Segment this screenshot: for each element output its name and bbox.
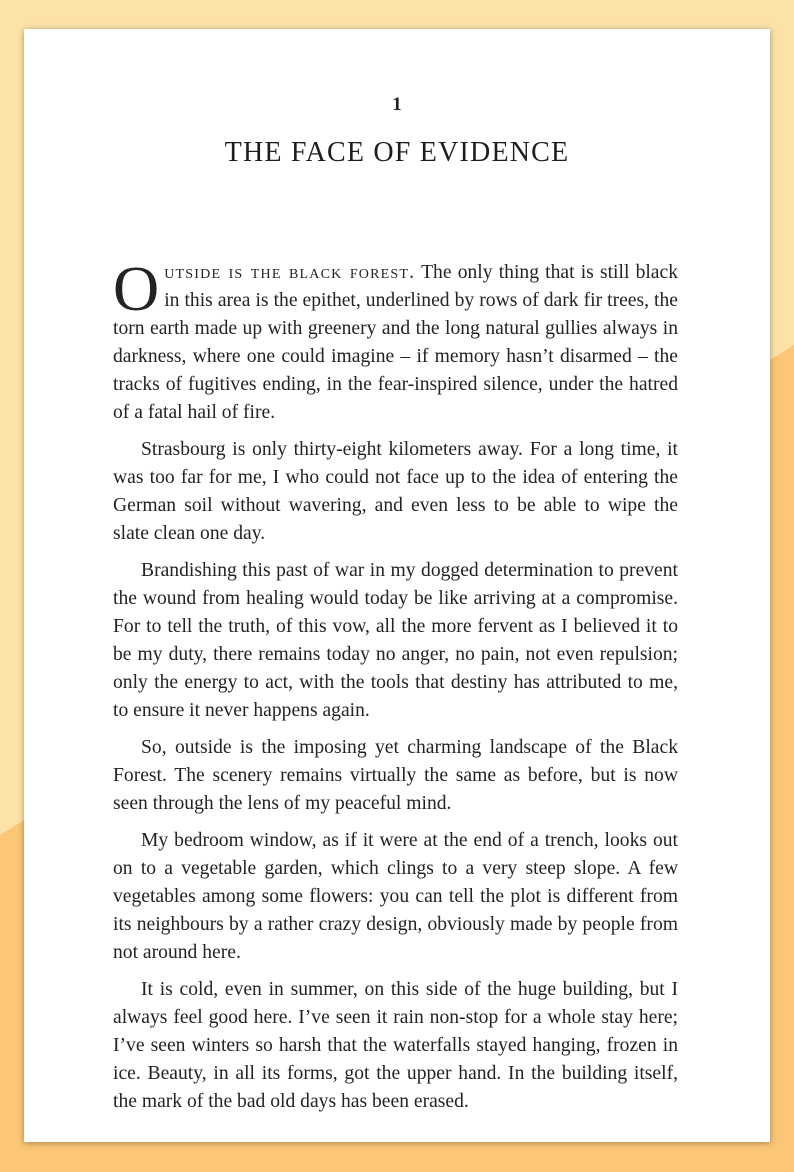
paragraph: It is cold, even in summer, on this side of the huge building, but I always feel good here. I’ve seen it rain non-stop for a whole stay here; I’ve seen winters so harsh that the waterfalls stayed hanging, frozen in ice. Beauty, in all its forms, got the upper hand. In the building itself, the mark of the bad old days has been erased. — [113, 979, 678, 1112]
chapter-body — [113, 253, 678, 1125]
opening-paragraph — [113, 253, 678, 427]
chapter-number: 1 — [392, 94, 402, 115]
opening-smallcaps: utside is the black forest. — [164, 262, 416, 283]
paragraph: So, outside is the imposing yet charming landscape of the Black Forest. The scenery remains virtually the same as before, but is now seen through the lens of my peaceful mind. — [113, 737, 678, 814]
paragraph: Strasbourg is only thirty-eight kilometers away. For a long time, it was too far for me, I who could not face up to the idea of entering the German soil without wavering, and even less to be able to wipe the slate clean one day. — [113, 439, 678, 544]
paragraph: My bedroom window, as if it were at the end of a trench, looks out on to a vegetable garden, which clings to a very steep slope. A few vegetables among some flowers: you can tell the plot is different from its neighbours by a rather crazy design, obviously made by people from not around here. — [113, 830, 678, 963]
chapter-title: THE FACE OF EVIDENCE — [224, 137, 570, 168]
drop-cap: O — [113, 253, 160, 324]
opening-text: The only thing that is still black in this area is the epithet, underlined by rows of dark fir trees, the torn earth made up with greenery and the long natural gullies always in darkness, where one could imagine – if memory hasn’t disarmed – the tracks of fugitives ending, in the fear-inspired silence, under the hatred of a fatal hail of fire. — [113, 262, 678, 423]
paragraph: Brandishing this past of war in my dogged determination to prevent the wound from healing would today be like arriving at a compromise. For to tell the truth, of this vow, all the more fervent as I believed it to be my duty, there remains today no anger, no pain, not even repulsion; only the energy to act, with the tools that destiny has attributed to me, to ensure it never happens again. — [113, 560, 678, 721]
book-page — [24, 29, 770, 1142]
